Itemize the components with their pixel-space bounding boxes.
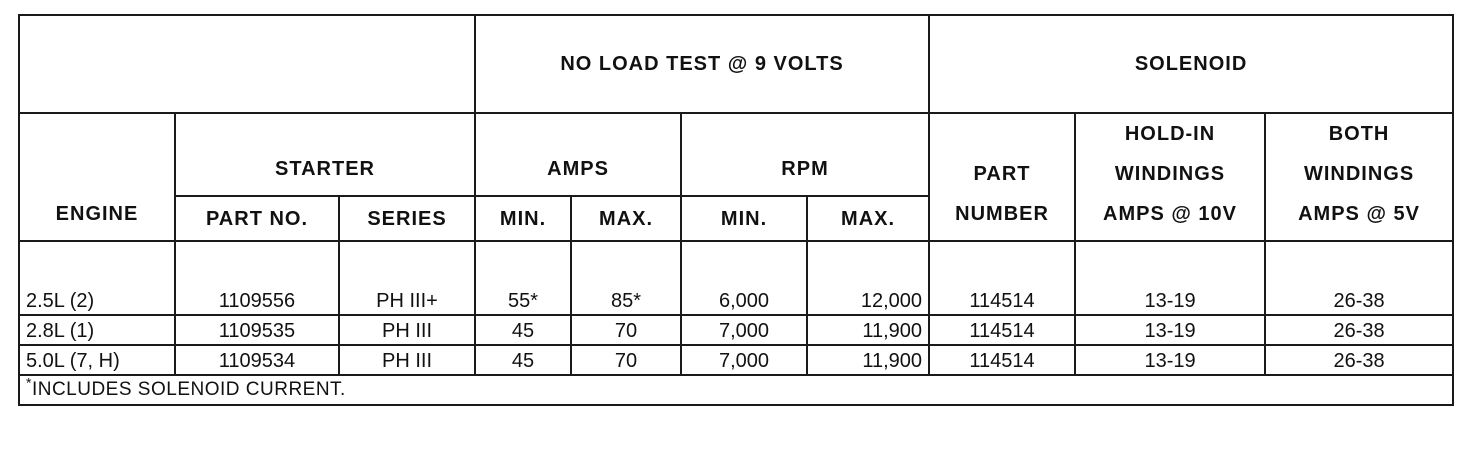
part-no-cell: 1109534 <box>175 345 339 375</box>
solenoid-header: SOLENOID <box>929 15 1453 113</box>
part-no-cell: 1109556 <box>175 241 339 315</box>
hold-in-header-line2: WINDINGS <box>1114 163 1226 185</box>
hold-in-cell: 13-19 <box>1075 241 1265 315</box>
series-cell: PH III <box>339 315 475 345</box>
both-windings-cell: 26-38 <box>1265 241 1453 315</box>
hold-in-cell: 13-19 <box>1075 345 1265 375</box>
spec-table-container <box>18 14 1454 406</box>
series-header: SERIES <box>339 196 475 241</box>
starter-spec-table <box>18 14 1454 406</box>
rpm-min-header: MIN. <box>681 196 807 241</box>
solenoid-part-cell: 114514 <box>929 345 1075 375</box>
rpm-min-cell: 7,000 <box>681 315 807 345</box>
series-cell: PH III <box>339 345 475 375</box>
hold-in-windings-header <box>1075 113 1265 241</box>
part-no-header: PART NO. <box>175 196 339 241</box>
rpm-max-cell: 12,000 <box>807 241 929 315</box>
solenoid-part-cell: 114514 <box>929 315 1075 345</box>
rpm-max-cell: 11,900 <box>807 315 929 345</box>
amps-max-header: MAX. <box>571 196 681 241</box>
amps-max-cell: 70 <box>571 315 681 345</box>
amps-min-header: MIN. <box>475 196 571 241</box>
hold-in-header-line1: HOLD-IN <box>1124 123 1216 145</box>
header-row-groups <box>19 15 1453 113</box>
table-row <box>19 241 1453 315</box>
amps-min-cell: 45 <box>475 315 571 345</box>
header-blank-cell <box>19 15 475 113</box>
hold-in-cell: 13-19 <box>1075 315 1265 345</box>
amps-header: AMPS <box>475 113 681 196</box>
both-windings-cell: 26-38 <box>1265 345 1453 375</box>
engine-cell: 2.5L (2) <box>19 241 175 315</box>
no-load-test-header: NO LOAD TEST @ 9 VOLTS <box>475 15 929 113</box>
engine-header: ENGINE <box>19 113 175 241</box>
part-no-cell: 1109535 <box>175 315 339 345</box>
rpm-max-cell: 11,900 <box>807 345 929 375</box>
series-cell: PH III+ <box>339 241 475 315</box>
table-row <box>19 345 1453 375</box>
both-windings-cell: 26-38 <box>1265 315 1453 345</box>
engine-cell: 2.8L (1) <box>19 315 175 345</box>
rpm-min-cell: 6,000 <box>681 241 807 315</box>
part-number-header-line1: PART <box>973 163 1031 185</box>
both-header-line2: WINDINGS <box>1303 163 1415 185</box>
table-row <box>19 315 1453 345</box>
footnote-row <box>19 375 1453 405</box>
amps-max-cell: 85* <box>571 241 681 315</box>
part-number-header <box>929 113 1075 241</box>
both-header-line3: AMPS @ 5V <box>1298 203 1420 225</box>
rpm-min-cell: 7,000 <box>681 345 807 375</box>
amps-min-cell: 45 <box>475 345 571 375</box>
engine-cell: 5.0L (7, H) <box>19 345 175 375</box>
part-number-header-line2: NUMBER <box>955 203 1049 225</box>
footnote-asterisk: * <box>26 375 32 391</box>
hold-in-header-line3: AMPS @ 10V <box>1103 203 1238 225</box>
solenoid-part-cell: 114514 <box>929 241 1075 315</box>
amps-min-cell: 55* <box>475 241 571 315</box>
rpm-header: RPM <box>681 113 929 196</box>
footnote-text: INCLUDES SOLENOID CURRENT. <box>31 379 346 400</box>
starter-header: STARTER <box>175 113 475 196</box>
footnote <box>19 375 1453 405</box>
both-header-line1: BOTH <box>1328 123 1390 145</box>
amps-max-cell: 70 <box>571 345 681 375</box>
header-row-subgroups <box>19 113 1453 196</box>
both-windings-header <box>1265 113 1453 241</box>
rpm-max-header: MAX. <box>807 196 929 241</box>
